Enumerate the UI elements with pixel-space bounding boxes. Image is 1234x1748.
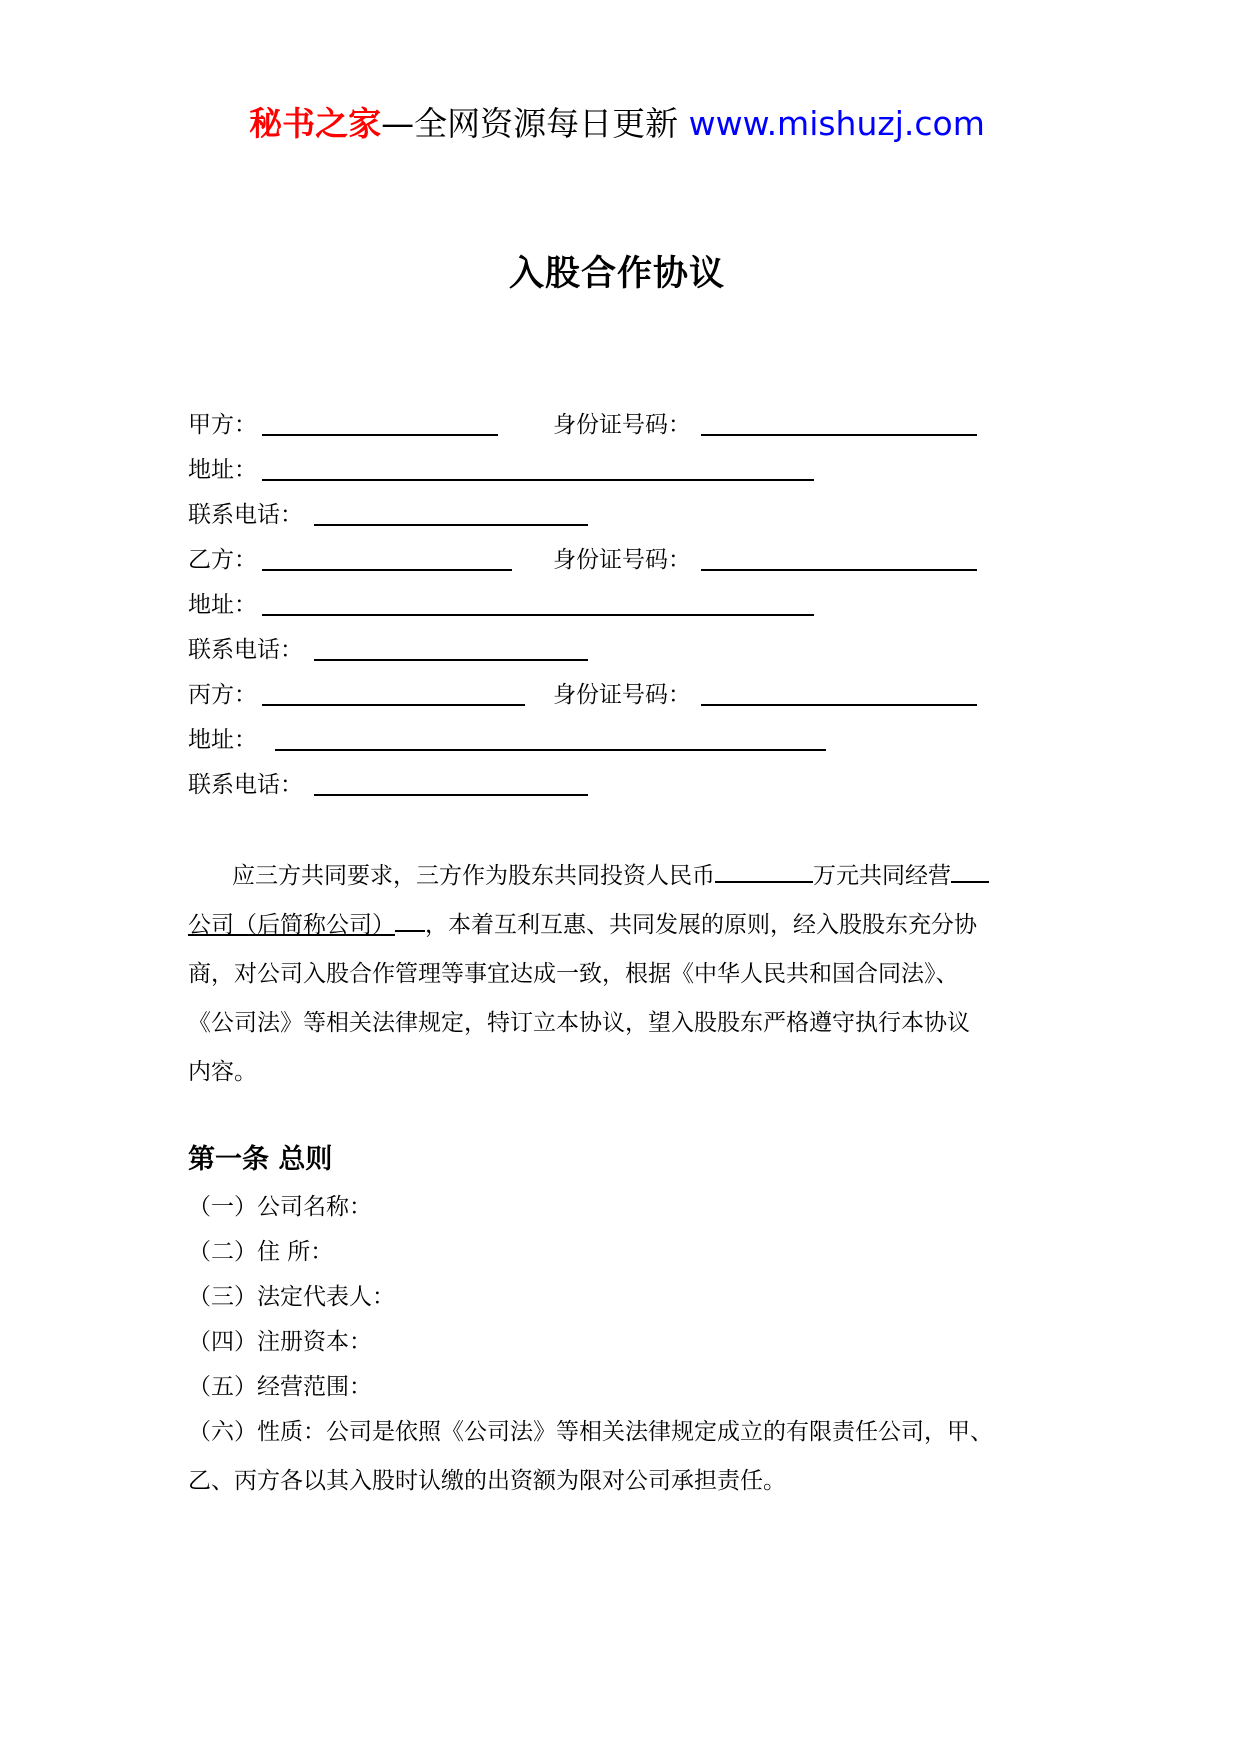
document-title: 入股合作协议 <box>508 254 725 294</box>
investment-amount-blank[interactable] <box>715 859 813 883</box>
banner-url-link[interactable]: www.mishuzj.com <box>688 104 985 143</box>
party-c-phone-label: 联系电话： <box>188 772 303 798</box>
preamble-line-3: 商，对公司入股合作管理等事宜达成一致，根据《中华人民共和国合同法》、 <box>188 961 959 987</box>
party-a-address-blank[interactable] <box>262 479 814 481</box>
party-c-phone-blank[interactable] <box>314 794 588 796</box>
party-c-label: 丙方： <box>188 682 257 708</box>
preamble-line-1 <box>188 852 1068 901</box>
party-c-name-blank[interactable] <box>262 704 525 706</box>
preamble-text-2b: ，本着互利互惠、共同发展的原则，经入股股东充分协 <box>425 912 977 938</box>
party-b-id-blank[interactable] <box>701 569 977 571</box>
preamble-line-4: 《公司法》等相关法律规定，特订立本协议，望入股股东严格遵守执行本协议 <box>188 1010 970 1036</box>
party-b-address-label: 地址： <box>188 592 257 618</box>
party-c-address-label: 地址： <box>188 727 257 753</box>
party-b-label: 乙方： <box>188 547 257 573</box>
party-b-name-blank[interactable] <box>262 569 512 571</box>
party-a-label: 甲方： <box>188 412 257 438</box>
party-b-phone-blank[interactable] <box>314 659 588 661</box>
section-1-title: 第一条 总则 <box>188 1144 333 1175</box>
party-c-address-blank[interactable] <box>275 749 826 751</box>
party-a-phone-label: 联系电话： <box>188 502 303 528</box>
preamble-text-1b: 万元共同经营 <box>813 863 951 889</box>
party-a-name-blank[interactable] <box>262 434 498 436</box>
section-1-item-6-line-2: 乙、丙方各以其入股时认缴的出资额为限对公司承担责任。 <box>188 1468 786 1494</box>
section-1-item-3: （三）法定代表人： <box>188 1284 395 1310</box>
section-1-item-4: （四）注册资本： <box>188 1329 372 1355</box>
party-b-id-label: 身份证号码： <box>553 547 691 573</box>
section-1-item-5: （五）经营范围： <box>188 1374 372 1400</box>
preamble-line-5: 内容。 <box>188 1059 257 1085</box>
banner-brand: 秘书之家 <box>249 104 382 143</box>
preamble-paragraph <box>188 852 1068 1097</box>
party-a-id-label: 身份证号码： <box>553 412 691 438</box>
banner-tagline: —全网资源每日更新 <box>381 104 689 143</box>
site-banner <box>0 102 1234 146</box>
party-b-address-blank[interactable] <box>262 614 814 616</box>
party-a-phone-blank[interactable] <box>314 524 588 526</box>
section-1-item-1: （一）公司名称： <box>188 1194 372 1220</box>
section-1-item-6-line-1: （六）性质：公司是依照《公司法》等相关法律规定成立的有限责任公司，甲、 <box>188 1419 993 1445</box>
party-a-address-label: 地址： <box>188 457 257 483</box>
company-abbreviation: 公司（后简称公司） <box>188 912 395 938</box>
company-name-blank[interactable] <box>951 859 989 883</box>
party-b-phone-label: 联系电话： <box>188 637 303 663</box>
party-a-id-blank[interactable] <box>701 434 977 436</box>
section-1-item-2: （二）住 所： <box>188 1239 334 1265</box>
preamble-line-2 <box>188 901 1068 950</box>
company-abbrev-blank[interactable] <box>395 908 425 932</box>
party-c-id-label: 身份证号码： <box>553 682 691 708</box>
preamble-text-1a: 应三方共同要求，三方作为股东共同投资人民币 <box>232 863 715 889</box>
party-c-id-blank[interactable] <box>701 704 977 706</box>
